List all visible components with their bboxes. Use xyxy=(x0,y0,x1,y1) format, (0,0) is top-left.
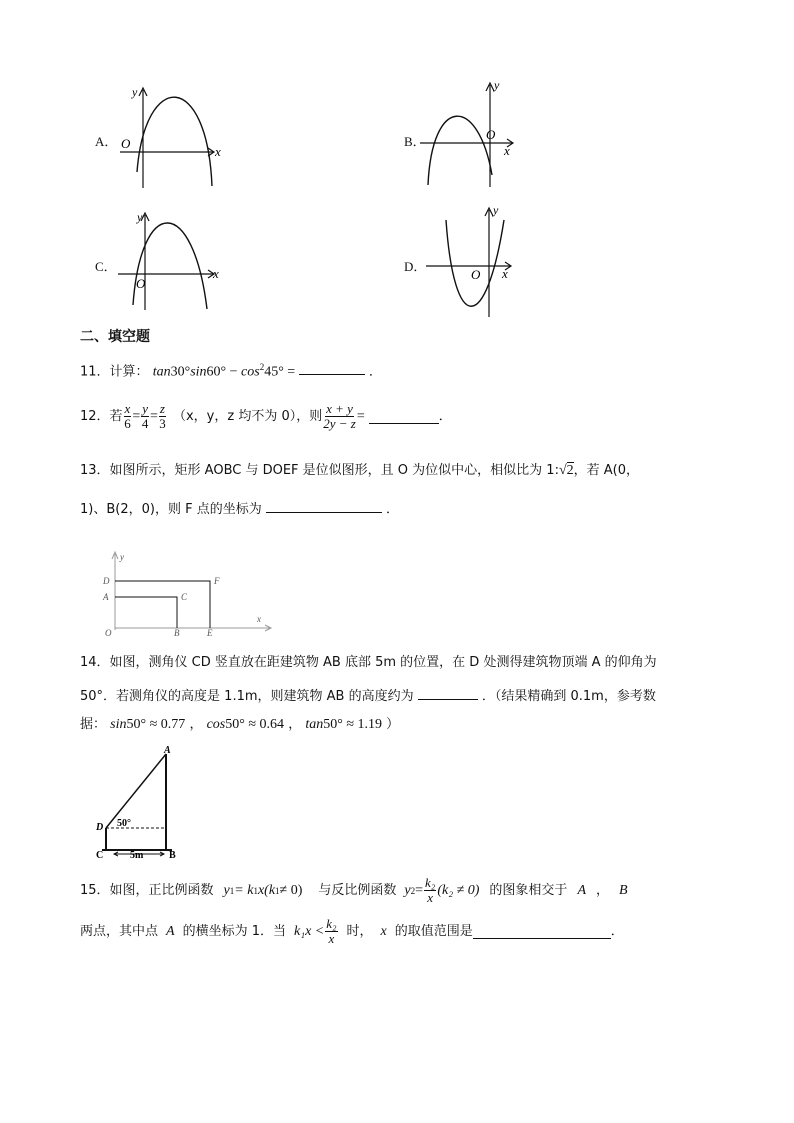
graph-option-a xyxy=(115,80,230,190)
answer-blank-12[interactable] xyxy=(369,409,439,424)
section-title: 二、填空题 xyxy=(80,329,150,345)
question-13-line-1 xyxy=(80,461,639,481)
answer-blank-13[interactable] xyxy=(266,498,382,513)
parabola xyxy=(428,116,492,185)
sight-line xyxy=(106,754,166,828)
point-a: A xyxy=(164,745,171,756)
q15-point-a: A xyxy=(166,923,175,939)
q15-text-a: 15．如图，正比例函数 xyxy=(80,882,214,898)
graph-option-b xyxy=(420,75,530,190)
fraction-k2-x: $\frac{\text{k₂}}{x}$ xyxy=(326,916,337,946)
q15-point-a: A xyxy=(577,882,586,898)
equals: = xyxy=(150,408,158,424)
point-c: C xyxy=(96,850,104,861)
question-11 xyxy=(80,357,382,382)
x-label: x xyxy=(213,266,219,281)
q15-text-e: 的横坐标为 1．当 xyxy=(182,923,286,939)
q13-text-a: 13．如图所示，矩形 AOBC 与 DOEF 是位似图形，且 O 为位似中心，相似比为 1: xyxy=(80,463,559,478)
graph-option-d xyxy=(422,200,532,320)
question-13-line-2 xyxy=(80,498,399,520)
q14-cos-value: 50° ≈ 0.64 xyxy=(225,717,285,732)
q15-text-c: 的图象相交于 xyxy=(489,882,568,898)
figure-rectangles xyxy=(95,548,275,638)
point-o: O xyxy=(105,628,112,638)
q13-text-c: 1)、B(2，0)，则 F 点的坐标为 xyxy=(80,502,262,517)
point-d: D xyxy=(103,576,110,586)
point-d: D xyxy=(96,822,104,833)
q15-text-g: 的取值范围是 xyxy=(394,923,473,939)
q11-cos: cos xyxy=(241,364,260,380)
q14-text-b: 50°．若测角仪的高度是 1.1m，则建筑物 AB 的高度约为 xyxy=(80,689,414,704)
q15-y2: y xyxy=(404,882,411,898)
q11-square: 2 xyxy=(259,362,265,372)
q14-tan-value: 50° ≈ 1.19 xyxy=(323,717,383,732)
fraction-y-4: $\frac{y}{4}$ xyxy=(141,401,149,431)
fraction-z-3: $\frac{z}{3}$ xyxy=(159,401,166,431)
q15-x: x xyxy=(380,923,387,939)
point-e: E xyxy=(207,628,213,638)
q15-text-f: 时， xyxy=(346,923,373,939)
parabola xyxy=(137,97,212,186)
point-b: B xyxy=(169,850,176,861)
y-label: y xyxy=(137,210,143,224)
q11-angle-45: 45° = xyxy=(264,364,299,380)
q13-period: ． xyxy=(385,502,399,517)
origin-label: O xyxy=(136,276,146,291)
point-b: B xyxy=(174,628,180,638)
distance-label: 5m xyxy=(130,850,144,861)
parabola xyxy=(446,220,504,306)
x-label: x xyxy=(504,143,510,158)
rectangle-doef xyxy=(115,581,210,628)
q15-text-b: 与反比例函数 xyxy=(318,882,397,898)
origin-label: O xyxy=(121,136,131,151)
q14-sin: sin xyxy=(110,717,127,732)
question-15-line-2 xyxy=(80,917,624,946)
y-label: y xyxy=(493,203,499,217)
q12-number: 12．若 xyxy=(80,408,123,424)
q13-text-b: ，若 A(0， xyxy=(573,463,640,478)
equals: = xyxy=(132,408,141,424)
q15-text-d: 两点，其中点 xyxy=(80,923,159,939)
y-label: y xyxy=(120,552,124,562)
q11-angle-60: 60° − xyxy=(206,364,242,380)
x-label: x xyxy=(215,144,221,159)
point-c: C xyxy=(181,592,188,602)
option-c-label: C． xyxy=(95,259,117,274)
fraction-k2-x: $\frac{\text{k₂}}{x}$ xyxy=(425,875,436,905)
origin-label: O xyxy=(471,267,481,282)
option-b-label: B． xyxy=(404,134,426,149)
graph-option-c xyxy=(115,205,230,315)
q12-period: ． xyxy=(438,408,452,424)
q14-text-d: 据： xyxy=(80,717,107,732)
point-f: F xyxy=(214,576,220,586)
fraction-expression: $\frac{x + y}{2y - z}$ xyxy=(323,401,356,431)
q14-sin-value: 50° ≈ 0.77 xyxy=(126,717,186,732)
equals: = xyxy=(356,408,365,424)
sqrt-value: 2 xyxy=(566,463,574,478)
rectangle-aobc xyxy=(115,597,177,628)
q11-sin: sin xyxy=(190,364,207,380)
q11-number: 11．计算： xyxy=(80,364,149,380)
question-12 xyxy=(80,402,452,431)
parabola xyxy=(133,223,207,309)
sqrt-symbol: √ xyxy=(558,463,567,478)
option-d-label: D． xyxy=(404,259,427,274)
option-a-label: A． xyxy=(95,134,118,149)
q14-cos: cos xyxy=(206,717,226,732)
answer-blank-11[interactable] xyxy=(299,360,365,375)
x-label: x xyxy=(257,614,261,624)
q15-y1: y xyxy=(223,882,230,898)
q11-period: ． xyxy=(368,364,382,380)
point-a: A xyxy=(103,592,109,602)
q14-tan: tan xyxy=(305,717,324,732)
q14-text-a: 14．如图，测角仪 CD 竖直放在距建筑物 AB 底部 5m 的位置，在 D 处测得建筑物顶端 A 的仰角为 xyxy=(80,655,657,670)
q15-point-b: B xyxy=(619,882,628,898)
question-14-line-1 xyxy=(80,653,657,673)
figure-building xyxy=(90,742,190,864)
q11-tan: tan xyxy=(152,364,171,380)
q15-period: ． xyxy=(610,923,624,939)
y-label: y xyxy=(494,78,500,92)
question-15-line-1: 15．如图，正比例函数 y 1 = k 1 x(k 1 ≠ 0) 与反比例函数 y 2 = $\frac{\text{k₂}}{x}$ (k₂ ≠ 0) 的图象相交于 A ， B xyxy=(80,875,628,905)
origin-label: O xyxy=(486,127,496,142)
q11-angle-30: 30° xyxy=(170,364,191,380)
fraction-x-6: $\frac{x}{6}$ xyxy=(124,401,131,431)
q12-condition: （x，y，z 均不为 0），则 xyxy=(172,408,323,424)
y-label: y xyxy=(132,85,138,99)
q15-inequality: k₁x < xyxy=(293,923,325,939)
x-label: x xyxy=(502,266,508,281)
answer-blank-14[interactable] xyxy=(418,685,478,700)
angle-label: 50° xyxy=(117,818,131,829)
q14-text-c: ．（结果精确到 0.1m，参考数 xyxy=(481,689,656,704)
question-14-line-2 xyxy=(80,685,656,707)
question-14-line-3: 据： sin50° ≈ 0.77 ， cos50° ≈ 0.64 ， tan50° ≈ 1.19 ） xyxy=(80,717,400,732)
answer-blank-15[interactable] xyxy=(473,924,611,939)
